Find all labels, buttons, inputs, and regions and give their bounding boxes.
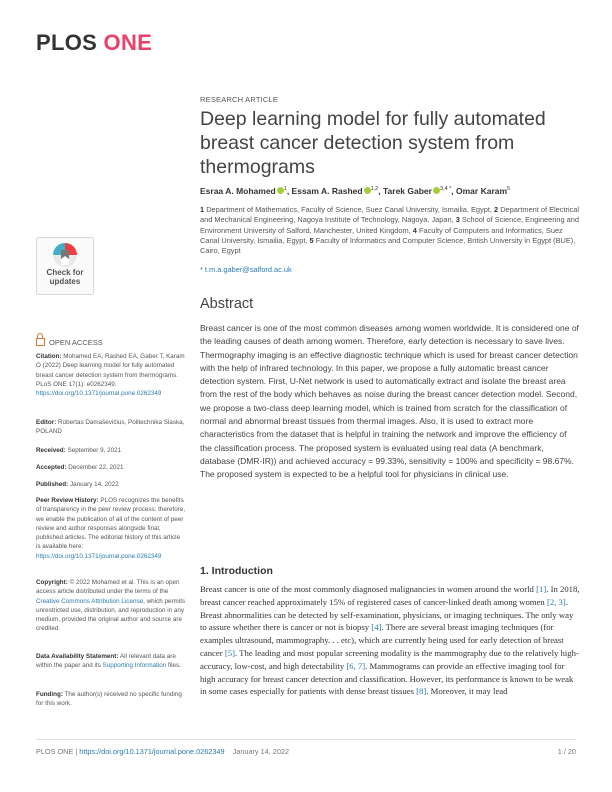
orcid-icon[interactable] bbox=[433, 187, 440, 194]
crossmark-icon bbox=[52, 242, 78, 268]
citation-ref-link[interactable]: [5] bbox=[224, 647, 235, 658]
journal-logo[interactable] bbox=[36, 30, 152, 56]
copyright-text-end: , which permits unrestricted use, distribution, and reproduction in any medium, provided the original author and source are credited. bbox=[36, 597, 186, 633]
citation-label: Citation: bbox=[36, 353, 62, 360]
check-for-updates-badge[interactable] bbox=[36, 237, 94, 295]
orcid-icon[interactable] bbox=[364, 187, 371, 194]
citation-block bbox=[36, 352, 186, 398]
copyright-block bbox=[36, 578, 186, 634]
corresponding-email[interactable]: * t.m.a.gaber@salford.ac.uk bbox=[200, 265, 292, 274]
intro-sentence: . Mammograms can provide an effective imaging tool for high accuracy for breast cancer detection and classification. However, its performance is known to be weak in some cases especially for patients with dense breast tissues bbox=[200, 660, 574, 697]
data-availability-block bbox=[36, 652, 186, 671]
published-label: Published: bbox=[36, 481, 69, 488]
open-lock-icon bbox=[36, 338, 45, 346]
affil-number: 5 bbox=[309, 235, 314, 245]
footer-divider bbox=[36, 739, 576, 740]
accepted-date: December 22, 2021 bbox=[68, 464, 124, 471]
orcid-icon[interactable] bbox=[277, 187, 284, 194]
author-name[interactable]: Omar Karam bbox=[456, 186, 508, 196]
crossmark-line1: Check for bbox=[46, 268, 84, 277]
received-block bbox=[36, 446, 186, 455]
affil-text: Faculty of Computers and Informatics, Suez Canal University, Ismailia, Egypt, bbox=[200, 225, 563, 245]
open-access-label bbox=[36, 338, 103, 347]
editor-text: Robertas Damaševičius, Politechnika Slaska, POLAND bbox=[36, 419, 185, 436]
crossmark-line2: updates bbox=[49, 277, 81, 286]
citation-doi-link[interactable]: https://doi.org/10.1371/journal.pone.0262349 bbox=[36, 390, 162, 398]
logo-one: ONE bbox=[103, 30, 153, 55]
intro-sentence: . There are several breast imaging techniques (for examples ultrasound, mammography. . . etc), which are currently being used for early detection of breast cancer bbox=[200, 622, 564, 658]
copyright-label: Copyright: bbox=[36, 579, 68, 586]
footer-journal: PLOS ONE bbox=[36, 747, 74, 756]
page-footer bbox=[36, 747, 289, 756]
data-availability-end: files. bbox=[167, 662, 181, 670]
citation-ref-link[interactable]: [4] bbox=[371, 622, 382, 633]
abstract-text: Breast cancer is one of the most common diseases among women worldwide. It is considered one of the leading causes of death among women. Therefore, early detection is necessary to save lives. Thermography imaging is an effective diagnostic technique which is used for breast cancer detection with the help of infrared technology. In this paper, we propose a fully automatic breast cancer detection system. First, U-Net network is used to automatically extract and isolate the breast area from the rest of the body which behaves as noise during the breast cancer detection model. Second, we propose a two-class deep learning model, which is trained from scratch for the classification of normal and abnormal breast tissues from thermal images. Also, it is used to extract more characteristics from the dataset that is helpful in training the network and improve the efficiency of the classification process. The proposed system is evaluated using real data (A benchmark, database (DMR-IR)) and achieved accuracy = 99.33%, sensitivity = 100% and specificity = 98.67%. The proposed system is expected to be a helpful tool for physicians in clinical use. bbox=[200, 323, 579, 480]
accepted-block bbox=[36, 463, 186, 472]
footer-date: January 14, 2022 bbox=[232, 747, 290, 756]
author-list: Esraa A. Mohamed $^1$, Essam A. Rashed $^{1,2}$, Tarek Gaber $^{3,4 *}$, Omar Karam$^5$ bbox=[200, 186, 511, 196]
received-date: September 9, 2021 bbox=[67, 447, 122, 454]
published-date: January 14, 2022 bbox=[69, 481, 119, 488]
author-name[interactable]: Tarek Gaber bbox=[382, 186, 432, 196]
affil-text: Faculty of Informatics and Computer Science, British University in Egypt (BUE), Cairo, Egypt bbox=[200, 235, 576, 256]
copyright-text: © 2022 Mohamed et al. This is an open access article distributed under the terms of the bbox=[36, 579, 180, 596]
affil-number: 4 bbox=[412, 225, 417, 235]
affil-number: 3 bbox=[455, 215, 460, 225]
article-type: RESEARCH ARTICLE bbox=[200, 95, 279, 104]
editor-block bbox=[36, 418, 186, 437]
page-number: 1 / 20 bbox=[557, 747, 576, 756]
citation-text: Mohamed EA, Rashed EA, Gaber T, Karam O (2022) Deep learning model for fully automated breast cancer detection system from thermograms. PLoS ONE 17(1): e0262349. bbox=[36, 353, 185, 388]
funding-block bbox=[36, 690, 186, 709]
citation-ref-link[interactable]: [1] bbox=[536, 584, 547, 594]
funding-text: The author(s) received no specific funding for this work. bbox=[36, 691, 182, 708]
open-access-text: OPEN ACCESS bbox=[49, 338, 103, 347]
intro-sentence: . Breast abnormalities can be detected by self-examination, physicians, or imaging techniques. The only way to assure whether there is cancer or not is biopsy bbox=[200, 596, 574, 633]
introduction-heading: 1. Introduction bbox=[200, 565, 273, 577]
article-title: Deep learning model for fully automated breast cancer detection system from thermograms bbox=[200, 108, 546, 178]
data-availability-label: Data Availability Statement: bbox=[36, 653, 119, 660]
peer-review-doi-link[interactable]: https://doi.org/10.1371/journal.pone.0262349 bbox=[36, 552, 162, 560]
accepted-label: Accepted: bbox=[36, 464, 67, 471]
affil-text: Department of Electrical and Mechanical Engineering, Nagoya Institute of Technology, Nagoya, Japan, bbox=[200, 205, 580, 225]
citation-ref-link[interactable]: [6, 7] bbox=[346, 660, 366, 671]
citation-ref-link[interactable]: [2, 3] bbox=[546, 596, 566, 607]
crossmark-label bbox=[37, 268, 93, 286]
introduction-text bbox=[200, 583, 580, 698]
funding-label: Funding: bbox=[36, 691, 63, 698]
logo-plos: PLOS bbox=[36, 30, 98, 55]
author-affil-ref: 1 bbox=[283, 186, 287, 193]
supporting-info-link[interactable]: Supporting Information bbox=[102, 662, 167, 670]
author-name[interactable]: Esraa A. Mohamed bbox=[200, 186, 276, 196]
affil-text: School of Science, Engineering and Environment University of Salford, Manchester, United Kingdom, bbox=[200, 215, 579, 235]
intro-sentence: . The leading and most popular screening modality is the mammography due to the relatively high-accuracy, low-cost, and high detectability bbox=[200, 647, 579, 671]
intro-sentence: . Moreover, it may lead bbox=[426, 686, 508, 697]
footer-separator: | bbox=[73, 747, 80, 756]
author-affil-ref: 1,2 bbox=[370, 186, 379, 193]
peer-review-text: PLOS recognizes the benefits of transparency in the peer review process; therefore, we enable the publication of all of the content of peer review and author responses alongside final, published articles. The editorial history of this article is available here: bbox=[36, 497, 186, 551]
intro-sentence: . In 2018, breast cancer reached approximately 15% of registered cases of cancer-linked death among women bbox=[200, 584, 580, 607]
author-name[interactable]: Essam A. Rashed bbox=[291, 186, 363, 196]
published-block bbox=[36, 480, 186, 489]
editor-label: Editor: bbox=[36, 419, 57, 426]
data-availability-text: All relevant data are within the paper and its bbox=[36, 653, 176, 670]
abstract-heading: Abstract bbox=[200, 296, 254, 312]
intro-sentence: Breast cancer is one of the most commonly diagnosed malignancies in women around the world bbox=[200, 584, 537, 594]
affil-number: 1 bbox=[200, 205, 205, 214]
cc-license-link[interactable]: Creative Commons Attribution License bbox=[36, 597, 144, 605]
peer-review-label: Peer Review History: bbox=[36, 497, 99, 504]
peer-review-block bbox=[36, 496, 186, 561]
affil-number: 2 bbox=[494, 205, 499, 214]
footer-doi-link[interactable]: https://doi.org/10.1371/journal.pone.0262349 bbox=[79, 747, 225, 756]
received-label: Received: bbox=[36, 447, 66, 454]
affil-text: Department of Mathematics, Faculty of Science, Suez Canal University, Ismailia, Egypt, bbox=[206, 205, 492, 214]
citation-ref-link[interactable]: [8] bbox=[416, 686, 427, 697]
affiliations bbox=[200, 205, 582, 256]
author-affil-ref: 5 bbox=[507, 186, 511, 193]
author-affil-ref: 3,4 * bbox=[439, 186, 452, 193]
